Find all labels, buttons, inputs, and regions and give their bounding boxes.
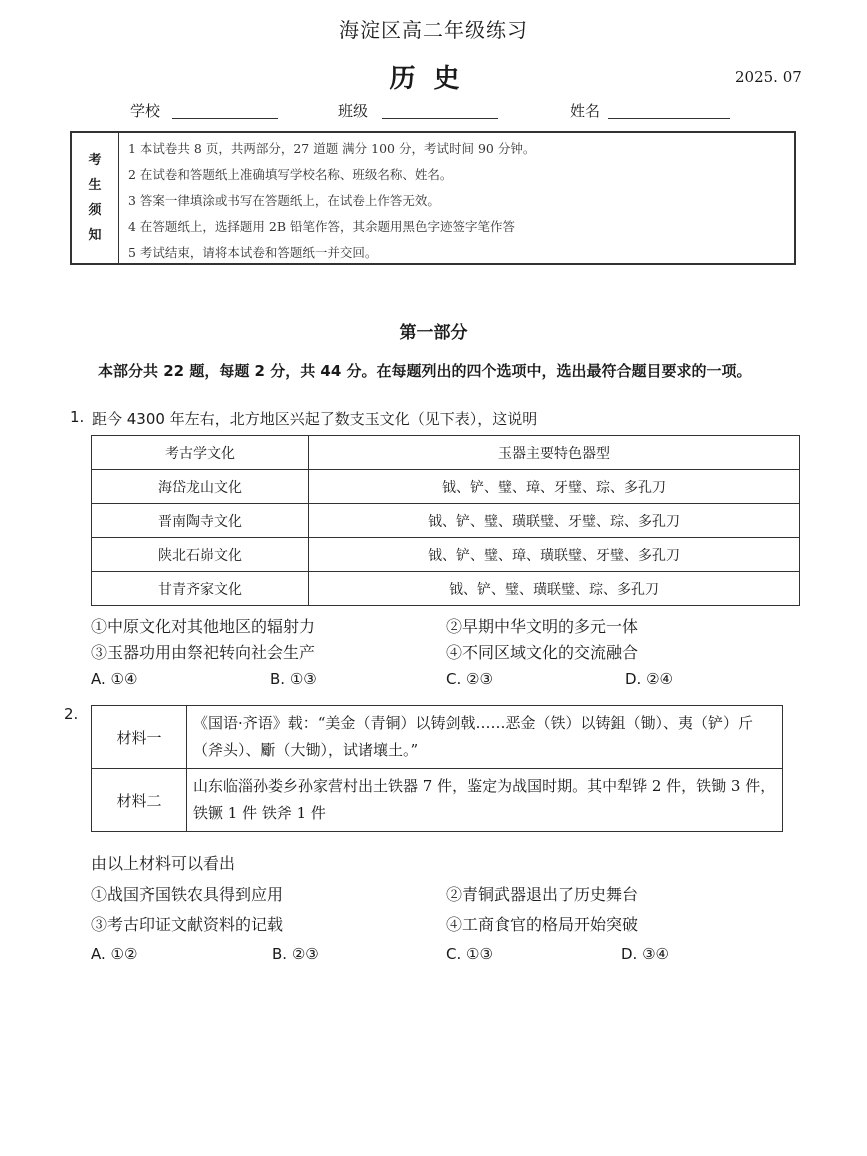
q2-statement: ②青铜武器退出了历史舞台 bbox=[446, 885, 639, 904]
notice-box bbox=[70, 131, 796, 265]
table-row bbox=[92, 538, 800, 572]
exam-title: 海淀区高二年级练习 bbox=[339, 18, 528, 42]
notice-heading-char: 知 bbox=[88, 228, 102, 243]
table-cell: 陕北石峁文化 bbox=[92, 538, 309, 572]
exam-date: 2025. 07 bbox=[735, 68, 802, 86]
table-cell: 晋南陶寺文化 bbox=[92, 504, 309, 538]
q2-answer-b[interactable]: B. ②③ bbox=[272, 945, 319, 963]
q2-answer-d[interactable]: D. ③④ bbox=[621, 945, 669, 963]
q2-answer-c[interactable]: C. ①③ bbox=[446, 945, 493, 963]
q1-statement: ④不同区域文化的交流融合 bbox=[446, 643, 639, 662]
section-intro: 本部分共 22 题，每题 2 分，共 44 分。在每题列出的四个选项中，选出最符合题目要求的一项。 bbox=[98, 362, 752, 380]
table-cell: 钺、铲、璧、璜联璧、牙璧、琮、多孔刀 bbox=[309, 504, 800, 538]
material-label: 材料二 bbox=[92, 769, 187, 832]
table-cell: 钺、铲、璧、璋、牙璧、琮、多孔刀 bbox=[309, 470, 800, 504]
school-field[interactable] bbox=[172, 118, 278, 119]
notice-heading bbox=[72, 133, 119, 263]
notice-item: 1 本试卷共 8 页，共两部分，27 道题 满分 100 分，考试时间 90 分钟。 bbox=[128, 141, 536, 156]
notice-item: 4 在答题纸上，选择题用 2B 铅笔作答，其余题用黑色字迹签字笔作答 bbox=[128, 219, 516, 234]
q1-answer-d[interactable]: D. ②④ bbox=[625, 670, 673, 688]
table-cell: 甘青齐家文化 bbox=[92, 572, 309, 606]
table-cell: 海岱龙山文化 bbox=[92, 470, 309, 504]
material-text: 《国语·齐语》载：“美金（青铜）以铸剑戟……恶金（铁）以铸鉏（锄）、夷（铲）斤（斧头）、斸（大锄），试诸壤土。” bbox=[187, 706, 783, 769]
table-header-cell: 考古学文化 bbox=[92, 436, 309, 470]
table-cell: 钺、铲、璧、璋、璜联璧、牙璧、多孔刀 bbox=[309, 538, 800, 572]
table-row bbox=[92, 470, 800, 504]
school-label: 学校 bbox=[130, 102, 161, 120]
q1-number: 1. bbox=[70, 408, 85, 426]
notice-item: 5 考试结束，请将本试卷和答题纸一并交回。 bbox=[128, 245, 378, 260]
q1-statement: ①中原文化对其他地区的辐射力 bbox=[91, 617, 316, 636]
class-label: 班级 bbox=[338, 102, 369, 120]
name-label: 姓名 bbox=[570, 102, 601, 120]
table-header-row bbox=[92, 436, 800, 470]
notice-item: 2 在试卷和答题纸上准确填写学校名称、班级名称、姓名。 bbox=[128, 167, 453, 182]
table-header-cell: 玉器主要特色器型 bbox=[309, 436, 800, 470]
q1-answer-c[interactable]: C. ②③ bbox=[446, 670, 493, 688]
table-row bbox=[92, 706, 783, 769]
material-label: 材料一 bbox=[92, 706, 187, 769]
q1-jade-table bbox=[91, 435, 800, 606]
q2-material-table bbox=[91, 705, 783, 832]
q1-answer-b[interactable]: B. ①③ bbox=[270, 670, 317, 688]
notice-heading-char: 考 bbox=[88, 153, 102, 168]
q1-statement: ②早期中华文明的多元一体 bbox=[446, 617, 639, 636]
material-text: 山东临淄孙娄乡孙家营村出土铁器 7 件，鉴定为战国时期。其中犁铧 2 件，铁锄 3 件，铁镢 1 件 铁斧 1 件 bbox=[187, 769, 783, 832]
notice-heading-char: 须 bbox=[88, 203, 102, 218]
notice-heading-char: 生 bbox=[88, 178, 102, 193]
q1-statement: ③玉器功用由祭祀转向社会生产 bbox=[91, 643, 316, 662]
q2-statement: ③考古印证文献资料的记载 bbox=[91, 915, 284, 934]
table-cell: 钺、铲、璧、璜联璧、琮、多孔刀 bbox=[309, 572, 800, 606]
q1-stem: 距今 4300 年左右，北方地区兴起了数支玉文化（见下表），这说明 bbox=[92, 410, 538, 428]
q2-answer-a[interactable]: A. ①② bbox=[91, 945, 138, 963]
q2-prompt: 由以上材料可以看出 bbox=[91, 854, 236, 873]
name-field[interactable] bbox=[608, 118, 730, 119]
q2-statement: ①战国齐国铁农具得到应用 bbox=[91, 885, 284, 904]
subject-title: 历史 bbox=[389, 64, 478, 94]
table-row bbox=[92, 504, 800, 538]
section-title: 第一部分 bbox=[399, 323, 468, 343]
class-field[interactable] bbox=[382, 118, 498, 119]
q2-statement: ④工商食官的格局开始突破 bbox=[446, 915, 639, 934]
q2-number: 2. bbox=[64, 705, 79, 723]
q1-answer-a[interactable]: A. ①④ bbox=[91, 670, 138, 688]
notice-item: 3 答案一律填涂或书写在答题纸上，在试卷上作答无效。 bbox=[128, 193, 440, 208]
table-row bbox=[92, 769, 783, 832]
table-row bbox=[92, 572, 800, 606]
